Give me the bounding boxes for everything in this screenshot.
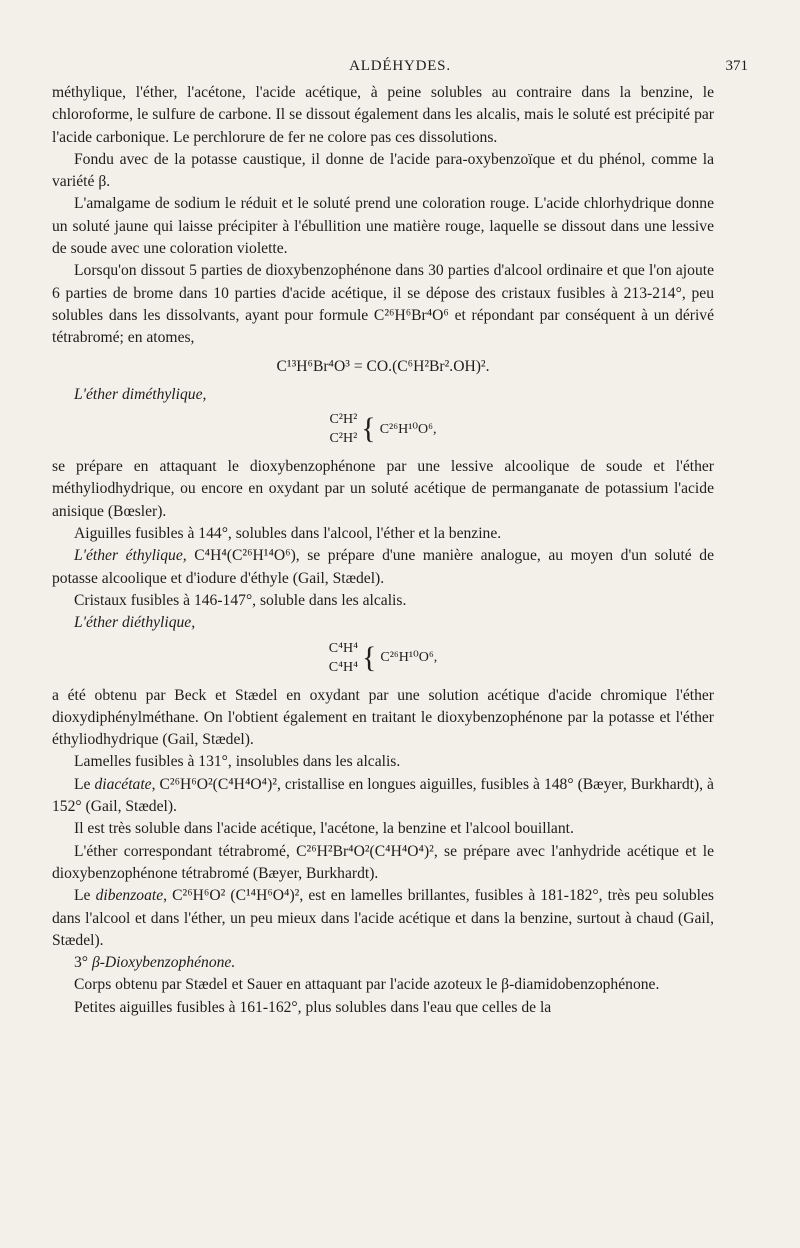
- paragraph: a été obtenu par Beck et Stædel en oxydant par une solution acétique d'acide chromique l'éther dioxydiphénylméthane. On l'obtient également en traitant le dioxybenzophénone par la potasse et l'éther éthyliodhydrique (Gail, Stædel).: [52, 686, 714, 749]
- equation: C¹³H⁶Br⁴O³ = CO.(C⁶H²Br².OH)².: [276, 357, 490, 375]
- paragraph: Lamelles fusibles à 131°, insolubles dans les alcalis.: [74, 753, 401, 771]
- section-heading: [52, 384, 714, 406]
- formula-dimethyl: [52, 410, 714, 448]
- formula-line: C²H²: [329, 412, 358, 428]
- formula-line: C⁴H⁴: [328, 659, 358, 675]
- compound-name: diacétate: [94, 775, 152, 793]
- formula-right: C²⁶H¹⁰O⁶,: [380, 650, 438, 666]
- paragraph: méthylique, l'éther, l'acétone, l'acide acétique, à peine solubles au contraire dans la benzine, le chloroforme, le sulfure de carbone. Il se dissout également dans les alcalis, mais le soluté est précipité par l'acide carbonique. Le perchlorure de fer ne colore pas ces dissolutions.: [52, 84, 714, 146]
- formula-right: C²⁶H¹⁰O⁶,: [379, 421, 437, 437]
- brace-glyph: {: [361, 640, 377, 674]
- paragraph: Il est très soluble dans l'acide acétique, l'acétone, la benzine et l'alcool bouillant.: [74, 820, 574, 838]
- paragraph: Le diacétate, C²⁶H⁶O²(C⁴H⁴O⁴)², cristallise en longues aiguilles, fusibles à 148° (Bæyer, Burkhardt), à 152° (Gail, Stædel).: [52, 775, 714, 816]
- text-body: [52, 82, 714, 1019]
- paragraph: Lorsqu'on dissout 5 parties de dioxybenzophénone dans 30 parties d'alcool ordinaire et que l'on ajoute 6 parties de brome dans 10 parties d'acide acétique, il se dépose des cristaux fusibles à 213-214°, peu solubles dans les dissolvants, ayant pour formule C²⁶H⁶Br⁴O⁶ et répondant par conséquent à un dérivé tétrabromé; en atomes,: [52, 262, 714, 347]
- formula-line: C⁴H⁴: [328, 640, 358, 656]
- paragraph: Aiguilles fusibles à 144°, solubles dans l'alcool, l'éther et la benzine.: [74, 525, 502, 543]
- compound-name: L'éther diéthylique,: [74, 614, 196, 632]
- page-number: 371: [725, 58, 748, 74]
- paragraph: L'éther correspondant tétrabromé, C²⁶H²Br⁴O²(C⁴H⁴O⁴)², se prépare avec l'anhydride acétique et le dioxybenzophénone tétrabromé (Bæyer, Burkhardt).: [52, 842, 714, 882]
- formula-diethyl: [52, 639, 714, 677]
- paragraph: Fondu avec de la potasse caustique, il donne de l'acide para-oxybenzoïque et du phénol, comme la variété β.: [52, 150, 714, 191]
- paragraph: Cristaux fusibles à 146-147°, soluble dans les alcalis.: [74, 591, 407, 609]
- running-title: ALDÉHYDES.: [349, 58, 451, 74]
- paragraph: Petites aiguilles fusibles à 161-162°, plus solubles dans l'eau que celles de la: [74, 998, 552, 1016]
- section-heading: [52, 612, 714, 634]
- paragraph: se prépare en attaquant le dioxybenzophénone par une lessive alcoolique de soude et l'éther méthyliodhydrique, ou encore en oxydant par un soluté acétique de permanganate de potassium l'acide anisique (Bœsler).: [52, 458, 714, 520]
- section-heading: 3° β-Dioxybenzophénone.: [74, 954, 236, 972]
- compound-name: L'éther éthylique,: [74, 547, 187, 565]
- running-header: [52, 58, 748, 80]
- paragraph: L'amalgame de sodium le réduit et le soluté prend une coloration rouge. L'acide chlorhydrique donne un soluté jaune qui laisse précipiter à l'ébullition une matière rouge, laquelle se dissout dans une lessive de soude avec une coloration violette.: [52, 195, 714, 258]
- compound-name: β-Dioxybenzophénone.: [91, 954, 236, 972]
- brace-glyph: {: [361, 412, 376, 446]
- formula-line: C²H²: [329, 431, 358, 447]
- paragraph: L'éther éthylique, C⁴H⁴(C²⁶H¹⁴O⁶), se prépare d'une manière analogue, au moyen d'un soluté de potasse alcoolique et d'iodure d'éthyle (Gail, Stædel).: [52, 547, 714, 587]
- paragraph: Corps obtenu par Stædel et Sauer en attaquant par l'acide azoteux le β-diamidobenzophénone.: [74, 976, 660, 994]
- paragraph: Le dibenzoate, C²⁶H⁶O² (C¹⁴H⁶O⁴)², est en lamelles brillantes, fusibles à 181-182°, très peu solubles dans l'alcool et dans l'éther, un peu mieux dans l'acide acétique et dans la benzine, surtout à chaud (Gail, Stædel).: [52, 887, 714, 949]
- compound-name: L'éther diméthylique,: [74, 385, 207, 403]
- compound-name: dibenzoate: [95, 887, 164, 905]
